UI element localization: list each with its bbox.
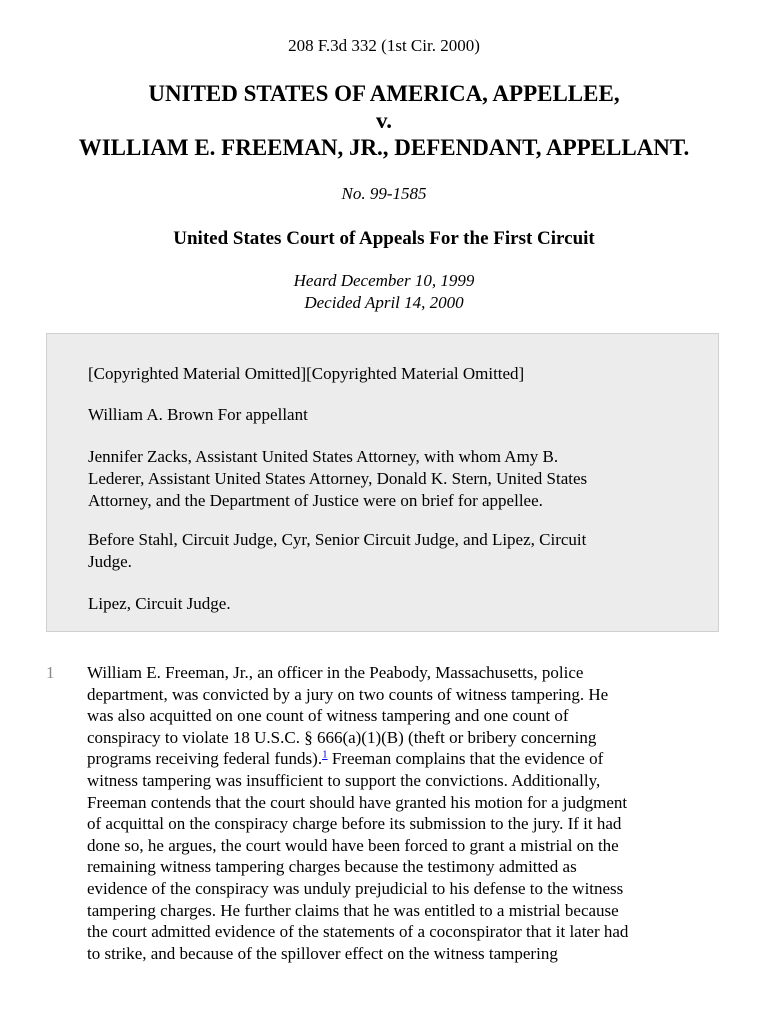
case-citation: 208 F.3d 332 (1st Cir. 2000) (288, 36, 480, 55)
footnote-link[interactable]: 1 (322, 748, 328, 761)
paragraph-line-segment: programs receiving federal funds). (87, 749, 323, 769)
paragraph-line: William E. Freeman, Jr., an officer in the Peabody, Massachusetts, police (87, 663, 584, 682)
hearing-dates (0, 270, 768, 314)
paragraph-line: remaining witness tampering charges because the testimony admitted as (87, 857, 577, 877)
paragraph-line: conspiracy to violate 18 U.S.C. § 666(a)(1)(B) (theft or bribery concerning (87, 727, 597, 747)
judges-panel (88, 529, 688, 573)
court-name: United States Court of Appeals For the First Circuit (173, 228, 595, 249)
caption-party-appellant: WILLIAM E. FREEMAN, JR., DEFENDANT, APPELLANT. (78, 135, 690, 160)
paragraph-line: was also acquitted on one count of witness tampering and one count of (87, 706, 569, 726)
appellee-counsel (88, 446, 688, 512)
opinion-author: Lipez, Circuit Judge. (88, 594, 231, 613)
caption-party-appellee: UNITED STATES OF AMERICA, APPELLEE, (148, 81, 620, 106)
appellee-counsel-line: Jennifer Zacks, Assistant United States Attorney, with whom Amy B. (88, 447, 559, 466)
docket-number: No. 99-1585 (341, 184, 427, 203)
decided-date: Decided April 14, 2000 (304, 293, 464, 312)
paragraph-line: tampering charges. He further claims that he was entitled to a mistrial because (87, 900, 619, 920)
paragraph-line: witness tampering was insufficient to support the convictions. Additionally, (87, 770, 601, 790)
paragraph-line: department, was convicted by a jury on two counts of witness tampering. He (87, 684, 609, 704)
paragraph-line (87, 748, 727, 770)
paragraph-line: done so, he argues, the court would have been forced to grant a mistrial on the (87, 835, 619, 855)
appellant-counsel: William A. Brown For appellant (88, 405, 308, 424)
paragraph-line: Freeman contends that the court should have granted his motion for a judgment (87, 792, 628, 812)
case-caption (0, 80, 768, 161)
appellee-counsel-line: Attorney, and the Department of Justice were on brief for appellee. (88, 491, 543, 510)
paragraph-line: to strike, and because of the spillover effect on the witness tampering (87, 943, 558, 963)
judges-panel-line: Before Stahl, Circuit Judge, Cyr, Senior Circuit Judge, and Lipez, Circuit (88, 530, 587, 549)
heard-date: Heard December 10, 1999 (293, 271, 475, 290)
paragraph-line-segment: Freeman complains that the evidence of (327, 749, 604, 769)
paragraph-line: the court admitted evidence of the statements of a coconspirator that it later had (87, 922, 629, 942)
judges-panel-line: Judge. (88, 552, 132, 571)
copyright-notice: [Copyrighted Material Omitted][Copyrighted Material Omitted] (88, 364, 525, 383)
opinion-paragraph (87, 662, 727, 964)
paragraph-line: evidence of the conspiracy was unduly prejudicial to his defense to the witness (87, 878, 624, 898)
appellee-counsel-line: Lederer, Assistant United States Attorney, Donald K. Stern, United States (88, 469, 588, 488)
counsel-info-box (46, 333, 719, 632)
paragraph-number: 1 (46, 663, 55, 682)
caption-versus: v. (376, 108, 392, 133)
paragraph-line: of acquittal on the conspiracy charge before its submission to the jury. If it had (87, 814, 622, 834)
